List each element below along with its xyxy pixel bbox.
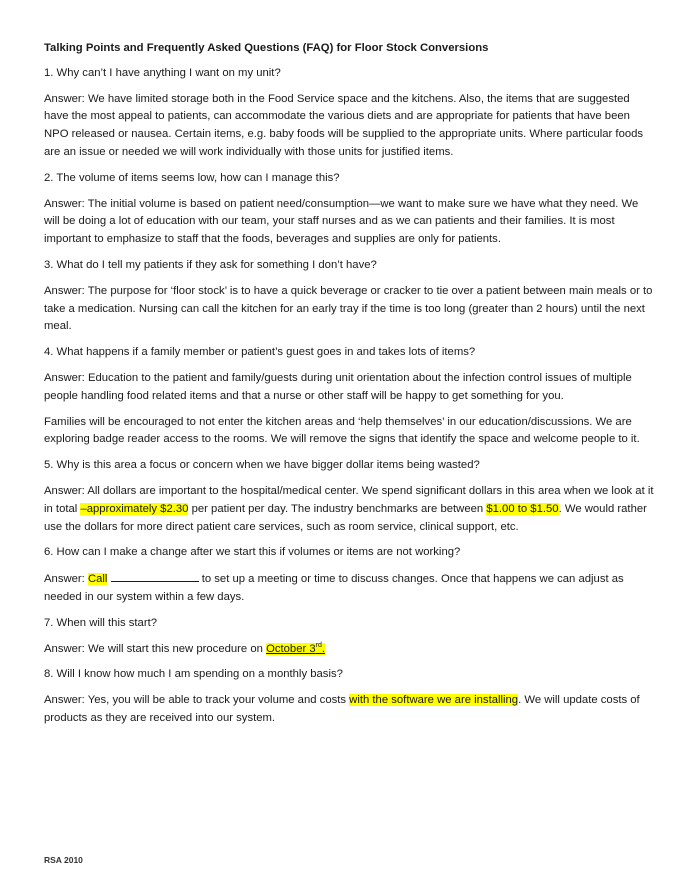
highlight-call: Call [87, 573, 108, 586]
fill-in-blank-line [111, 570, 199, 582]
answer-6 [44, 570, 656, 607]
question-7: 7. When will this start? [44, 616, 158, 629]
highlight-start-date [266, 643, 325, 655]
highlight-approx-cost: –approximately $2.30 [80, 502, 189, 515]
question-8: 8. Will I know how much I am spending on a monthly basis? [44, 668, 343, 681]
answer-8 [44, 692, 656, 728]
answer-5-text-b: per patient per day. The industry benchmarks are between [188, 502, 487, 515]
answer-1: Answer: We have limited storage both in the Food Service space and the kitchens. Also, the items that are suggested have the most appeal to patients, can accommodate the various diets and are appropriate for patients that have been NPO released or nausea. Certain items, e.g. baby foods will be supplied to the appropriate units. Where particular foods are an issue or needed we will work individually with those units for justified items. [44, 92, 644, 158]
answer-5-text-c: . We would rather use the dollars for more direct patient care services, such as room service, clinical support, etc. [44, 502, 647, 533]
answer-3: Answer: The purpose for ‘floor stock’ is to have a quick beverage or cracker to tie over a patient between main meals or to take a medication. Nursing can call the kitchen for an early tray if the time is too long (greater than 2 hours) until the next meal. [44, 284, 653, 333]
answer-8-text-b: . We will update costs of products as they are received into our system. [44, 694, 640, 724]
answer-4-continued: Families will be encouraged to not enter the kitchen areas and ‘help themselves’ in our education/discussions. We are exploring badge reader access to the rooms. We will remove the signs that identify the space and welcome people to it. [44, 415, 640, 446]
highlight-software: with the software we are installing [349, 694, 519, 707]
answer-8-text-a: Answer: Yes, you will be able to track your volume and costs [44, 694, 350, 707]
start-date-text: October 3 [266, 642, 316, 655]
answer-5-text-a: Answer: All dollars are important to the hospital/medical center. We spend significant dollars in this area when we look at it in total [44, 484, 654, 515]
answer-2: Answer: The initial volume is based on patient need/consumption—we want to make sure we have what they need. We will be doing a lot of education with our team, your staff nurses and as we can patients and their families. It is most important to emphasize to staff that the foods, beverages and supplies are only for patients. [44, 197, 639, 246]
highlight-benchmark: $1.00 to $1.50 [486, 502, 559, 515]
start-date-ordinal: rd [315, 641, 322, 649]
question-5: 5. Why is this area a focus or concern when we have bigger dollar items being wasted? [44, 459, 480, 472]
answer-7-text-a: Answer: We will start this new procedure on [44, 642, 267, 655]
start-date-period: . [321, 642, 326, 655]
answer-4: Answer: Education to the patient and family/guests during unit orientation about the infection control issues of multiple people handling food related items and that a nurse or other staff will be happy to get something for you. [44, 371, 632, 402]
question-2: 2. The volume of items seems low, how can I manage this? [44, 171, 340, 184]
footer-label: RSA 2010 [44, 855, 83, 865]
question-1: 1. Why can’t I have anything I want on my unit? [44, 66, 281, 79]
answer-6-text-b: to set up a meeting or time to discuss changes. Once that happens we can adjust as needed in our system within a few days. [44, 573, 624, 603]
question-6: 6. How can I make a change after we start this if volumes or items are not working? [44, 546, 461, 559]
question-3: 3. What do I tell my patients if they ask for something I don’t have? [44, 258, 377, 271]
document-body [44, 40, 656, 736]
answer-6-text-a: Answer: [44, 573, 88, 586]
answer-7 [44, 641, 656, 659]
answer-5 [44, 483, 656, 536]
question-4: 4. What happens if a family member or patient’s guest goes in and takes lots of items? [44, 346, 476, 359]
document-title: Talking Points and Frequently Asked Questions (FAQ) for Floor Stock Conversions [44, 42, 489, 54]
